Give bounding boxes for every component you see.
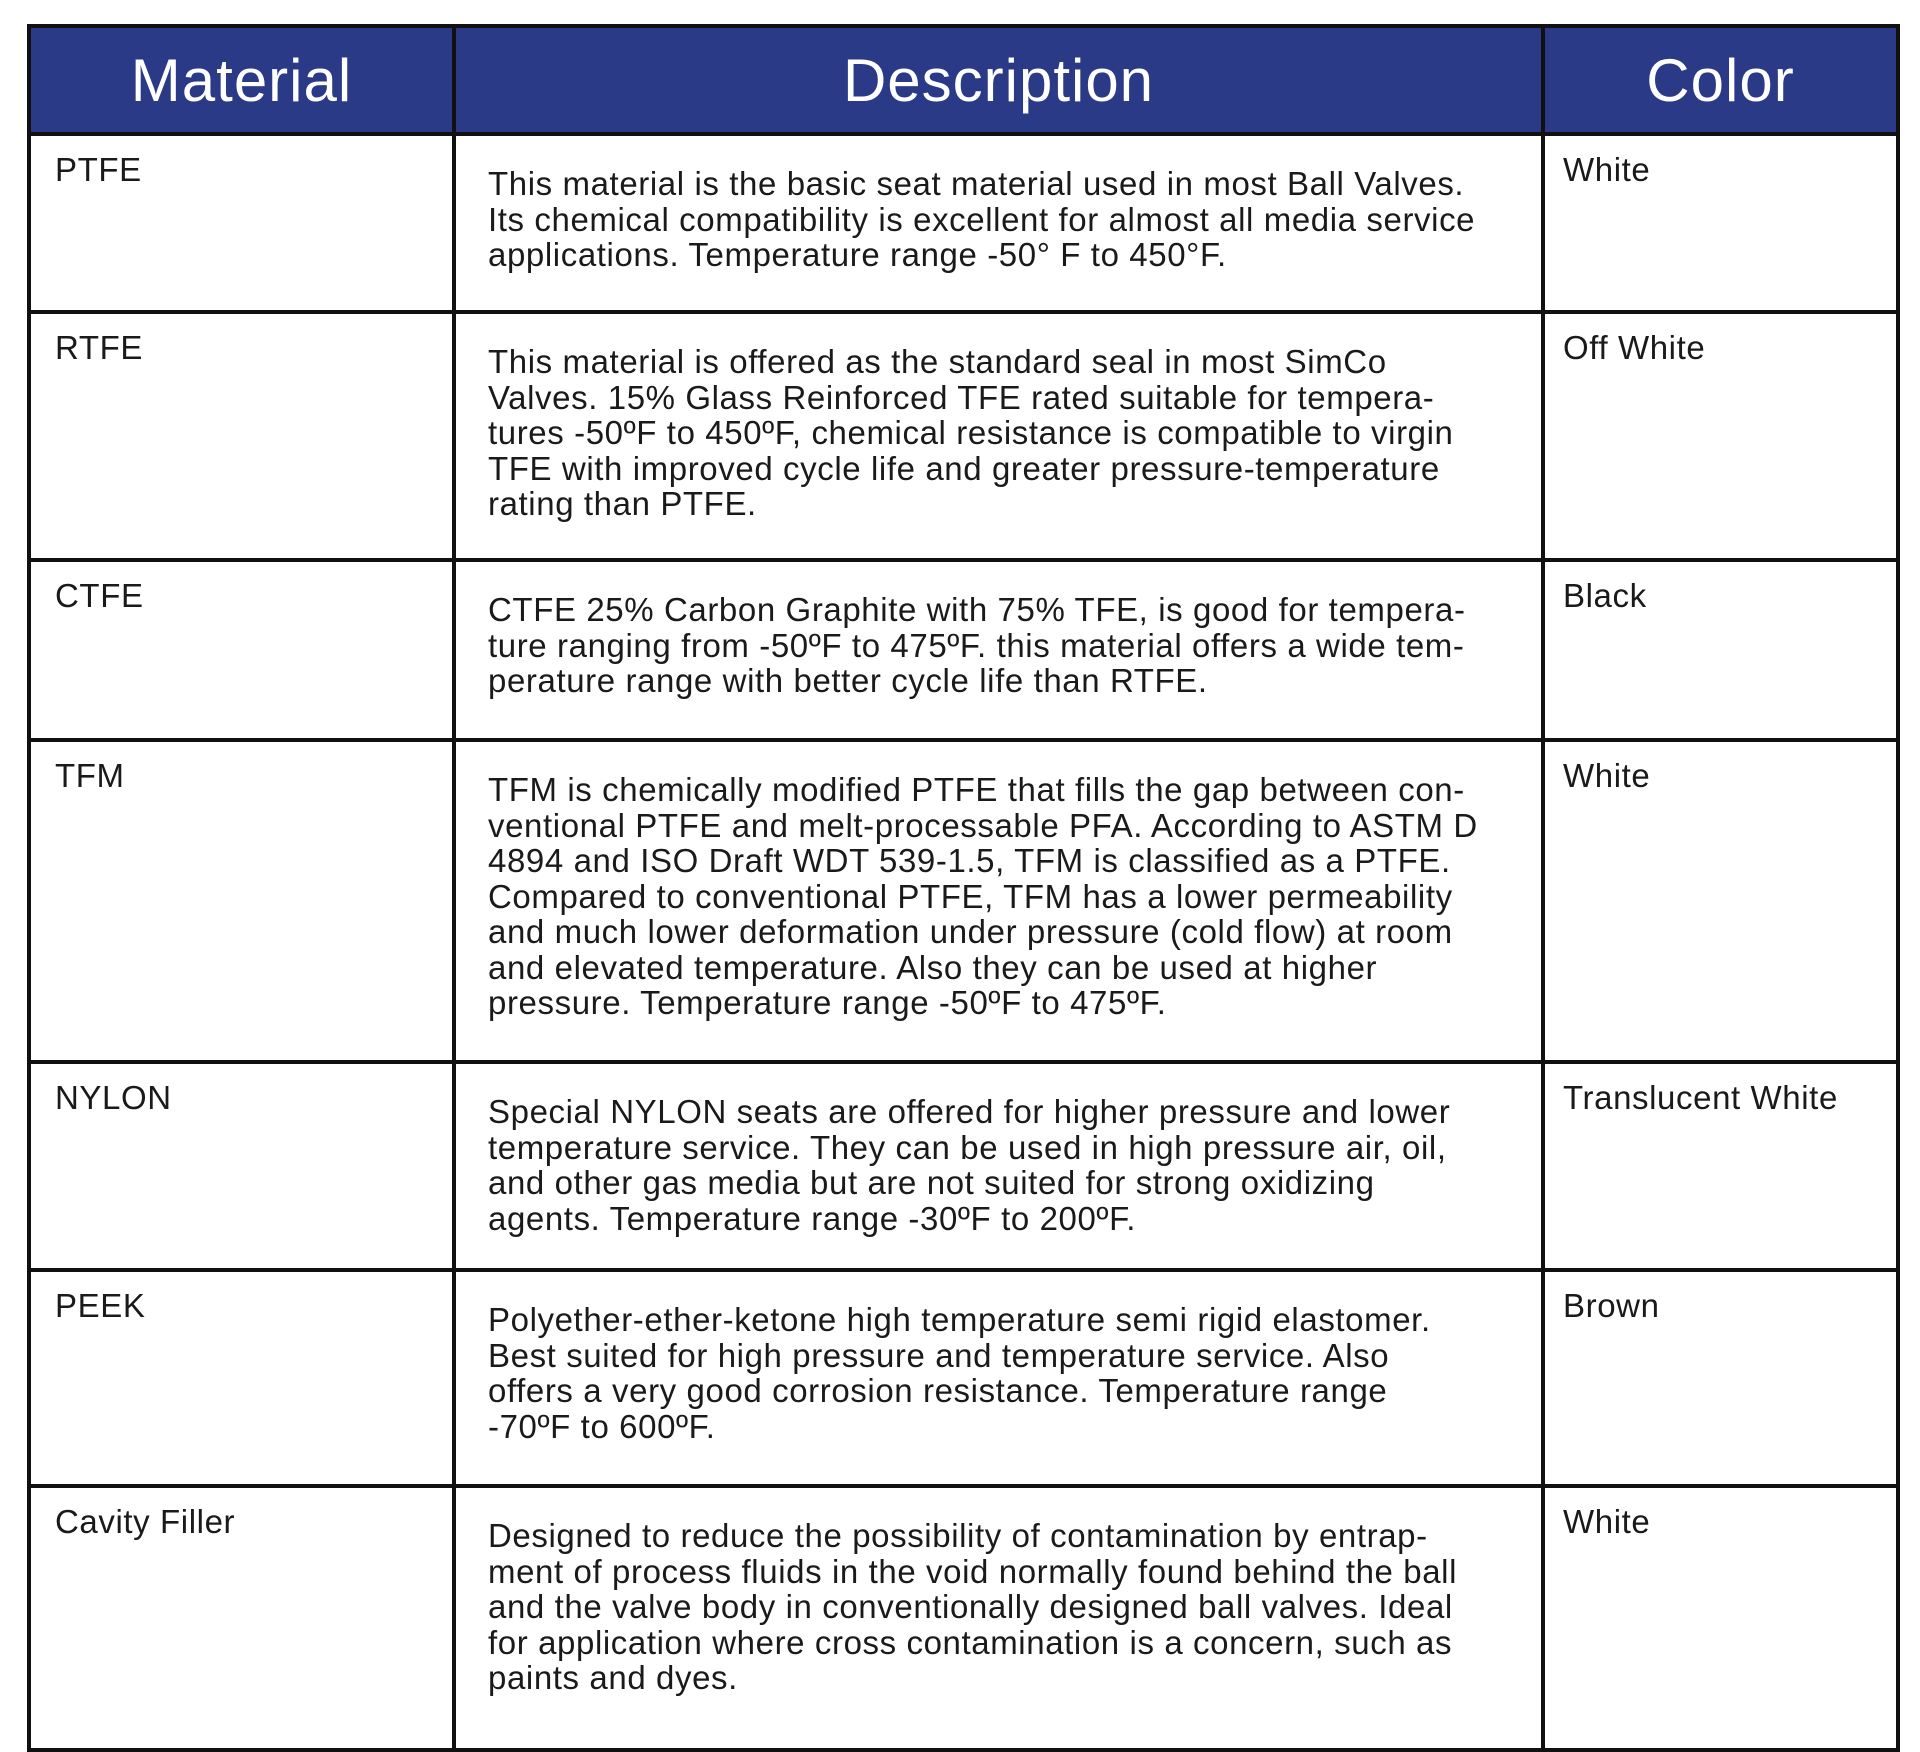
materials-table: [27, 24, 1900, 1752]
header-description: Description: [454, 26, 1543, 134]
description-cell: [454, 1486, 1543, 1750]
description-text: Designed to reduce the possibility of contamination by entrap- ment of process fluids in the void normally found behind the ball and the valve body in conventionally designed ball valves. Ideal for application where cross contamination is a concern, such as paints and dyes.: [488, 1517, 1458, 1696]
color-cell: White: [1543, 740, 1898, 1062]
table-row: [29, 1270, 1898, 1486]
color-cell: White: [1543, 1486, 1898, 1750]
color-cell: Black: [1543, 560, 1898, 740]
description-cell: [454, 1062, 1543, 1270]
description-cell: [454, 312, 1543, 560]
table-row: [29, 560, 1898, 740]
description-text: This material is the basic seat material used in most Ball Valves. Its chemical compatibility is excellent for almost all media service applications. Temperature range -50° F to 450°F.: [488, 165, 1476, 273]
table-row: [29, 740, 1898, 1062]
material-cell: RTFE: [29, 312, 454, 560]
description-text: Polyether-ether-ketone high temperature semi rigid elastomer. Best suited for high pressure and temperature service. Also offers a very good corrosion resistance. Temperature range -70ºF to 600ºF.: [488, 1301, 1431, 1445]
color-cell: Translucent White: [1543, 1062, 1898, 1270]
description-text: TFM is chemically modified PTFE that fills the gap between con- ventional PTFE and melt-processable PFA. According to ASTM D 4894 and ISO Draft WDT 539-1.5, TFM is classified as a PTFE. Compared to conventional PTFE, TFM has a lower permeability and much lower deformation under pressure (cold flow) at room and elevated temperature. Also they can be used at higher pressure. Temperature range -50ºF to 475ºF.: [488, 771, 1478, 1021]
description-text: CTFE 25% Carbon Graphite with 75% TFE, is good for tempera- ture ranging from -50ºF to 475ºF. this material offers a wide tem- perature range with better cycle life than RTFE.: [488, 591, 1466, 699]
material-cell: CTFE: [29, 560, 454, 740]
color-cell: Off White: [1543, 312, 1898, 560]
table-row: [29, 134, 1898, 312]
description-text: This material is offered as the standard seal in most SimCo Valves. 15% Glass Reinforced TFE rated suitable for tempera- tures -50ºF to 450ºF, chemical resistance is compatible to virgin TFE with improved cycle life and greater pressure-temperature rating than PTFE.: [488, 343, 1454, 522]
material-cell: Cavity Filler: [29, 1486, 454, 1750]
table-header-row: [29, 26, 1898, 134]
material-cell: TFM: [29, 740, 454, 1062]
table-row: [29, 1062, 1898, 1270]
description-text: Special NYLON seats are offered for higher pressure and lower temperature service. They can be used in high pressure air, oil, and other gas media but are not suited for strong oxidizing agents. Temperature range -30ºF to 200ºF.: [488, 1093, 1451, 1237]
table-row: [29, 1486, 1898, 1750]
description-cell: [454, 134, 1543, 312]
color-cell: White: [1543, 134, 1898, 312]
material-cell: PTFE: [29, 134, 454, 312]
description-cell: [454, 740, 1543, 1062]
header-color: Color: [1543, 26, 1898, 134]
description-cell: [454, 1270, 1543, 1486]
material-cell: NYLON: [29, 1062, 454, 1270]
materials-table-container: [27, 24, 1896, 1752]
material-cell: PEEK: [29, 1270, 454, 1486]
header-material: Material: [29, 26, 454, 134]
description-cell: [454, 560, 1543, 740]
color-cell: Brown: [1543, 1270, 1898, 1486]
table-row: [29, 312, 1898, 560]
